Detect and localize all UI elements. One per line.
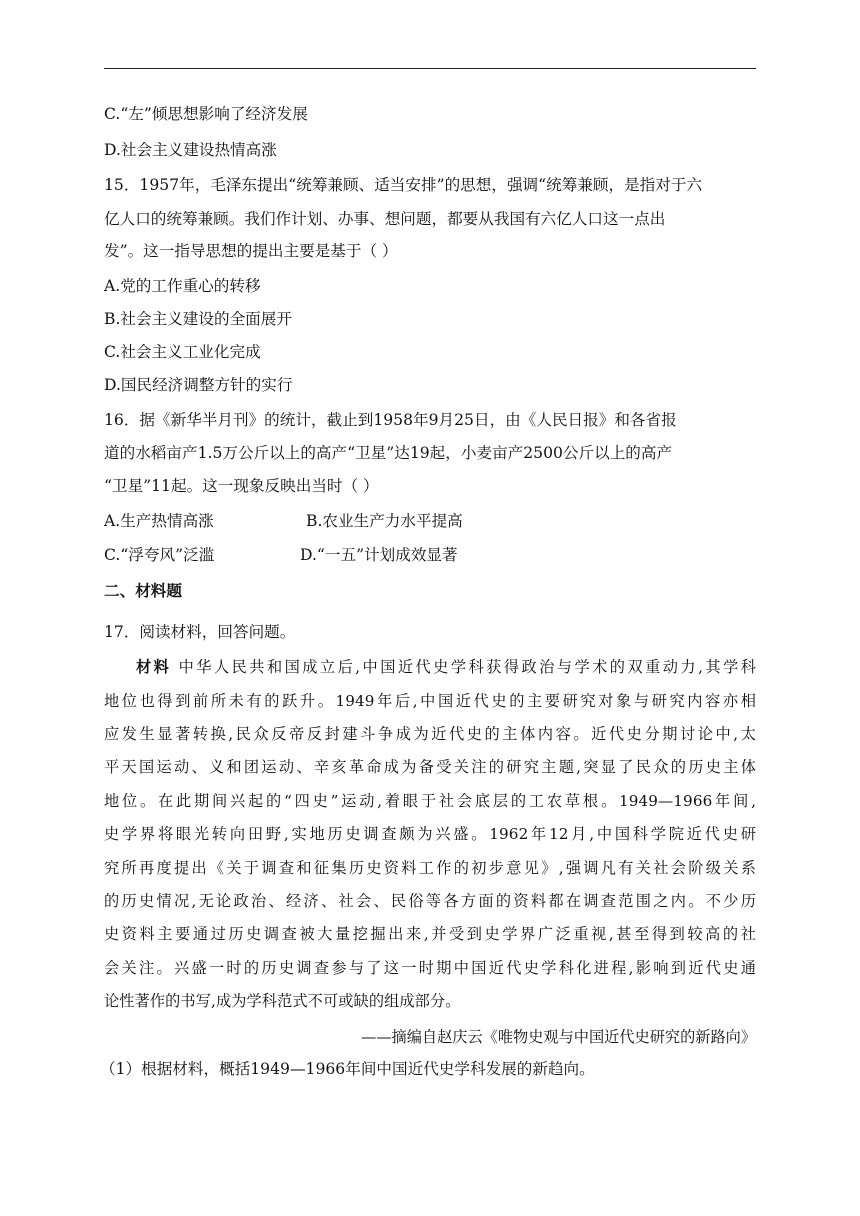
q15-stem-line-3: 发”。这一指导思想的提出主要是基于（ ） [104, 242, 398, 260]
q14-option-d: D.社会主义建设热情高涨 [104, 141, 277, 159]
q17-intro: 17．阅读材料，回答问题。 [104, 623, 296, 641]
q16-option-a: A.生产热情高涨 [104, 512, 214, 530]
q16-option-d: D.“一五”计划成效显著 [300, 546, 458, 564]
material-line: 史学界将眼光转向田野,实地历史调查颇为兴盛。1962年12月,中国科学院近代史研 [104, 825, 756, 843]
q16-option-b: B.农业生产力水平提高 [306, 512, 463, 530]
q15-option-b: B.社会主义建设的全面展开 [104, 310, 292, 328]
section-heading: 二、材料题 [104, 582, 182, 600]
q16-stem-line-2: 道的水稻亩产1.5万公斤以上的高产“卫星”达19起，小麦亩产2500公斤以上的高产 [104, 444, 673, 462]
material-line: 究所再度提出《关于调查和征集历史资料工作的初步意见》,强调凡有关社会阶级关系 [104, 859, 756, 877]
material-line: 平天国运动、义和团运动、辛亥革命成为备受关注的研究主题,突显了民众的历史主体 [104, 758, 756, 776]
q16-stem-line-1: 16．据《新华半月刊》的统计，截止到1958年9月25日，由《人民日报》和各省报 [104, 411, 677, 429]
material-line: 应发生显著转换,民众反帝反封建斗争成为近代史的主体内容。近代史分期讨论中,太 [104, 725, 756, 743]
q15-option-d: D.国民经济调整方针的实行 [104, 376, 293, 394]
q16-stem-line-3: “卫星”11起。这一现象反映出当时（ ） [104, 477, 379, 495]
q14-option-c: C.“左”倾思想影响了经济发展 [104, 105, 308, 123]
material-label: 材料 [136, 658, 172, 676]
header-rule [104, 68, 756, 69]
q16-option-c: C.“浮夸风”泛滥 [104, 546, 215, 564]
q15-option-c: C.社会主义工业化完成 [104, 343, 261, 361]
q15-option-a: A.党的工作重心的转移 [104, 277, 261, 295]
material-source: ——摘编自赵庆云《唯物史观与中国近代史研究的新路向》 [361, 1028, 756, 1046]
q15-stem-line-1: 15．1957年，毛泽东提出“统筹兼顾、适当安排”的思想，强调“统筹兼顾，是指对于六 [104, 176, 703, 194]
material-line: 的历史情况,无论政治、经济、社会、民俗等各方面的资料都在调查范围之内。不少历 [104, 892, 756, 910]
material-line: 史资料主要通过历史调查被大量挖掘出来,并受到史学界广泛重视,甚至得到较高的社 [104, 925, 756, 943]
material-line: 地位。在此期间兴起的“四史”运动,着眼于社会底层的工农草根。1949—1966年间, [104, 792, 756, 810]
material-line: 材料 中华人民共和国成立后,中国近代史学科获得政治与学术的双重动力,其学科 [136, 658, 756, 676]
material-line: 地位也得到前所未有的跃升。1949年后,中国近代史的主要研究对象与研究内容亦相 [104, 692, 756, 710]
material-line: 会关注。兴盛一时的历史调查参与了这一时期中国近代史学科化进程,影响到近代史通 [104, 959, 756, 977]
q15-stem-line-2: 亿人口的统筹兼顾。我们作计划、办事、想问题，都要从我国有六亿人口这一点出 [104, 210, 666, 228]
material-line: 论性著作的书写,成为学科范式不可或缺的组成部分。 [104, 992, 461, 1010]
q17-sub-question-1: （1）根据材料，概括1949—1966年间中国近代史学科发展的新趋向。 [100, 1060, 595, 1078]
